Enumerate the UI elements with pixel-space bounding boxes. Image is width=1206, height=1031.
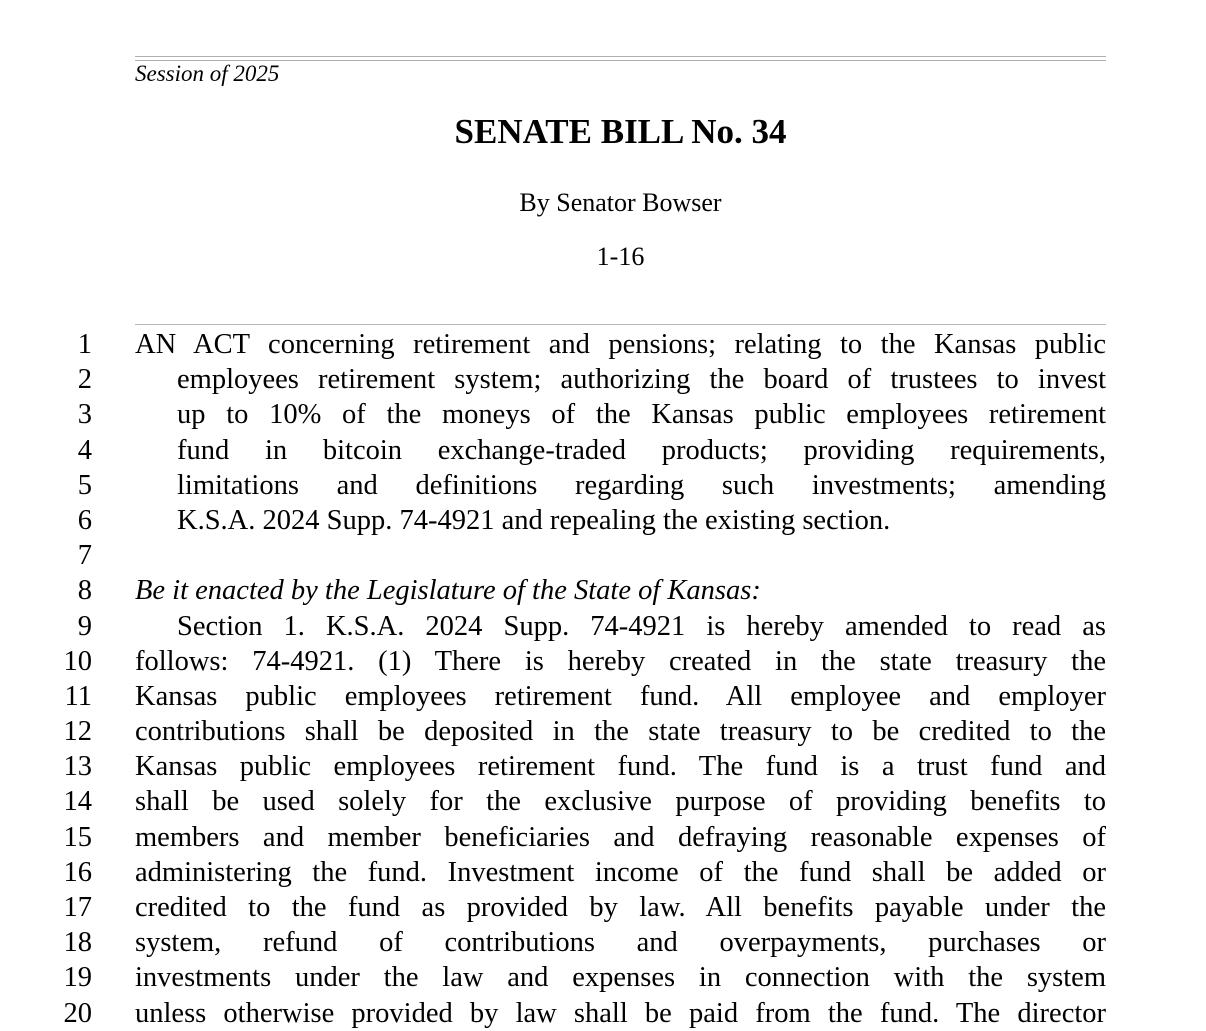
bill-line: [0, 573, 1206, 608]
line-text: administering the fund. Investment income of the fund shall be added or: [135, 856, 1106, 888]
line-number: 2: [77, 364, 92, 396]
line-text: shall be used solely for the exclusive purpose of providing benefits to: [135, 786, 1106, 818]
line-text: follows: 74-4921. (1) There is hereby created in the state treasury the: [135, 645, 1106, 677]
line-number: 17: [63, 892, 92, 923]
line-text: employees retirement system; authorizing the board of trustees to invest: [177, 364, 1106, 396]
line-text: members and member beneficiaries and defraying reasonable expenses of: [135, 821, 1106, 853]
line-number: 12: [63, 716, 92, 748]
bill-line: [0, 925, 1206, 960]
line-text: Kansas public employees retirement fund. All employee and employer: [135, 680, 1106, 712]
header-divider: [135, 324, 1106, 325]
bill-line: [0, 433, 1206, 468]
line-number: 19: [63, 962, 92, 994]
line-number: 18: [63, 927, 92, 959]
bill-line: [0, 960, 1206, 995]
line-text: system, refund of contributions and overpayments, purchases or: [135, 927, 1106, 959]
bill-line: [0, 327, 1206, 362]
line-number: 11: [64, 680, 92, 712]
bill-line: [0, 820, 1206, 855]
line-number: 9: [77, 610, 92, 642]
line-text: unless otherwise provided by law shall be paid from the fund. The director: [135, 997, 1106, 1029]
line-number: 13: [63, 751, 92, 783]
line-number: 6: [77, 504, 92, 536]
introduction-date: 1-16: [596, 242, 645, 271]
bill-line: [0, 609, 1206, 644]
line-text: fund in bitcoin exchange-traded products; providing requirements,: [177, 434, 1106, 466]
line-text: limitations and definitions regarding such investments; amending: [177, 469, 1106, 501]
line-text: up to 10% of the moneys of the Kansas public employees retirement: [177, 399, 1106, 431]
line-number: 10: [63, 645, 92, 677]
bill-line: [0, 644, 1206, 679]
bill-line: [0, 855, 1206, 890]
line-number: 4: [77, 434, 92, 466]
bill-title: SENATE BILL No. 34: [454, 112, 787, 151]
bill-line: [0, 468, 1206, 503]
line-text: credited to the fund as provided by law. All benefits payable under the: [135, 892, 1106, 923]
session-label: Session of 2025: [135, 61, 280, 86]
bill-line: [0, 538, 1206, 573]
line-text: AN ACT concerning retirement and pensions; relating to the Kansas public: [135, 329, 1106, 360]
line-number: 14: [63, 786, 92, 818]
bill-line: [0, 784, 1206, 819]
line-number: 16: [63, 856, 92, 888]
bill-body: [0, 327, 1206, 1031]
bill-line: [0, 749, 1206, 784]
line-number: 1: [77, 329, 92, 360]
bill-line: [0, 362, 1206, 397]
line-text: investments under the law and expenses in connection with the system: [135, 962, 1106, 994]
bill-line: [0, 503, 1206, 538]
bill-line: [0, 714, 1206, 749]
bill-line: [0, 996, 1206, 1031]
line-text: contributions shall be deposited in the state treasury to be credited to the: [135, 716, 1106, 748]
bill-line: [0, 679, 1206, 714]
line-text: K.S.A. 2024 Supp. 74-4921 and repealing the existing section.: [177, 504, 891, 536]
line-number: 15: [63, 821, 92, 853]
line-number: 20: [63, 997, 92, 1029]
line-number: 3: [77, 399, 92, 431]
top-rule: [135, 56, 1106, 61]
line-number: 8: [77, 575, 92, 607]
enacting-clause: Be it enacted by the Legislature of the State of Kansas:: [135, 575, 761, 607]
sponsor-line: By Senator Bowser: [519, 188, 722, 217]
bill-line: [0, 397, 1206, 432]
bill-line: [0, 890, 1206, 925]
line-number: 7: [77, 540, 92, 572]
line-text: Section 1. K.S.A. 2024 Supp. 74-4921 is hereby amended to read as: [177, 610, 1106, 642]
line-text: Kansas public employees retirement fund. The fund is a trust fund and: [135, 751, 1106, 783]
line-number: 5: [77, 469, 92, 501]
